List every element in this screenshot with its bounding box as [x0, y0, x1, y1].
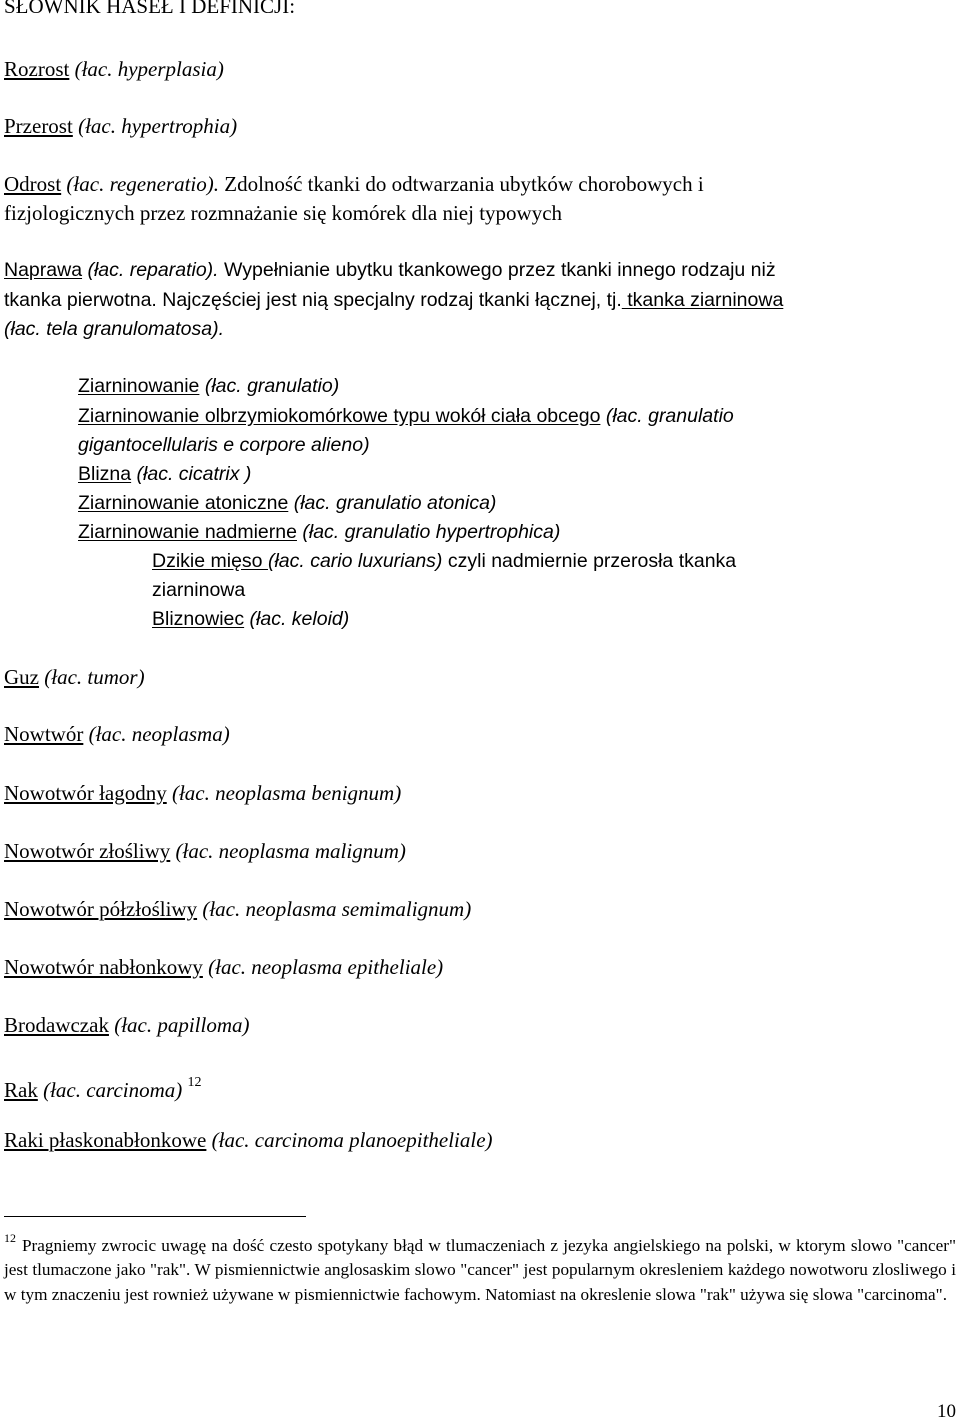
term-dzikie-mieso[interactable]: Dzikie mięso: [152, 550, 268, 572]
def-odrost-2: fizjologicznych przez rozmnażanie się komórek dla niej typowych: [4, 201, 563, 225]
entry-ziarninowanie: [78, 372, 339, 401]
footnote-ref-12[interactable]: 12: [187, 1075, 202, 1090]
term-nowtwor[interactable]: Nowtwór: [4, 722, 84, 746]
term-nowotwor-zlosliwy[interactable]: Nowotwór złośliwy: [4, 839, 171, 863]
term-raki-plaskonablonkowe[interactable]: Raki płaskonabłonkowe: [4, 1128, 207, 1152]
term-ziarninowanie-nadmierne[interactable]: Ziarninowanie nadmierne: [78, 521, 297, 543]
latin-guz: (łac. tumor): [39, 665, 145, 689]
latin-naprawa: (łac. reparatio).: [82, 259, 219, 281]
term-nowotwor-lagodny[interactable]: Nowotwór łagodny: [4, 781, 167, 805]
term-ziarninowanie[interactable]: Ziarninowanie: [78, 375, 200, 397]
page-number: 10: [937, 1401, 956, 1422]
latin-raki-plaskonablonkowe: (łac. carcinoma planoepitheliale): [206, 1128, 493, 1152]
latin-przerost: (łac. hypertrophia): [78, 114, 238, 138]
latin-nowotwor-polzlosliwy: (łac. neoplasma semimalignum): [197, 897, 472, 921]
latin-ziarninowanie-nadmierne: (łac. granulatio hypertrophica): [296, 521, 561, 543]
def-naprawa-1: Wypełnianie ubytku tkankowego przez tkanki innego rodzaju niż: [218, 259, 776, 281]
latin-ziarninowanie-olbrzym-2: gigantocellularis e corpore alieno): [78, 434, 370, 456]
entry-nowotwor-zlosliwy: [4, 837, 406, 866]
entry-raki-plaskonablonkowe: [4, 1126, 493, 1155]
latin-ziarninowanie: (łac. granulatio): [199, 375, 340, 397]
latin-blizna: (łac. cicatrix ): [131, 463, 252, 485]
term-guz[interactable]: Guz: [4, 665, 39, 689]
latin-bliznowiec: (łac. keloid): [244, 608, 350, 630]
def-naprawa-2-line: [4, 286, 783, 315]
term-ziarninowanie-olbrzym[interactable]: Ziarninowanie olbrzymiokomórkowe typu wokół ciała obcego: [78, 405, 601, 427]
entry-nowotwor-polzlosliwy: [4, 895, 471, 924]
term-nowotwor-polzlosliwy[interactable]: Nowotwór półzłośliwy: [4, 897, 198, 921]
entry-guz: [4, 663, 145, 692]
latin-rak: (łac. carcinoma): [37, 1078, 188, 1102]
latin-nowotwor-zlosliwy: (łac. neoplasma malignum): [170, 839, 406, 863]
entry-rozrost: [4, 55, 224, 84]
latin-ziarninowanie-olbrzym-1: (łac. granulatio: [600, 405, 734, 427]
term-odrost[interactable]: Odrost: [4, 172, 62, 196]
latin-nowotwor-lagodny: (łac. neoplasma benignum): [166, 781, 402, 805]
entry-ziarninowanie-olbrzym: [78, 402, 734, 431]
term-bliznowiec[interactable]: Bliznowiec: [152, 608, 245, 630]
term-przerost[interactable]: Przerost: [4, 114, 73, 138]
def-odrost-1: Zdolność tkanki do odtwarzania ubytków chorobowych i: [219, 172, 704, 196]
entry-ziarninowanie-nadmierne: [78, 518, 560, 547]
def-naprawa-3: (łac. tela granulomatosa).: [4, 318, 225, 340]
entry-przerost: [4, 112, 237, 141]
entry-brodawczak: [4, 1011, 250, 1040]
entry-dzikie-mieso: [152, 547, 736, 576]
footnote-text: Pragniemy zwrocic uwagę na dość czesto spotykany błąd w tlumaczeniach z jezyka angielskiego na polski, w ktorym slowo "cancer" jest tlumaczone jako "rak". W pismiennictwie anglosaskim slowo "cancer" jest popularnym okresleniem każdego nowotworu zlosliwego i w tym znaczeniu jest rownież używane w pismiennictwie fachowym. Natomiast na okreslenie slowa "rak" używa się slowa "carcinoma".: [4, 1236, 956, 1304]
entry-ziarninowanie-atoniczne: [78, 489, 496, 518]
latin-rozrost: (łac. hyperplasia): [74, 57, 224, 81]
entry-nowtwor: [4, 720, 230, 749]
footnote-divider: [4, 1216, 306, 1217]
latin-dzikie-mieso: (łac. cario luxurians): [267, 550, 443, 572]
page-heading: SŁOWNIK HASEŁ I DEFINICJI:: [4, 0, 296, 18]
term-ziarninowanie-atoniczne[interactable]: Ziarninowanie atoniczne: [78, 492, 289, 514]
latin-brodawczak: (łac. papilloma): [108, 1013, 250, 1037]
footnote-marker: 12: [4, 1231, 16, 1245]
def-dzikie-mieso-1: czyli nadmiernie przerosła tkanka: [442, 550, 737, 572]
entry-naprawa: [4, 256, 776, 285]
entry-nowotwor-lagodny: [4, 779, 401, 808]
latin-ziarninowanie-atoniczne: (łac. granulatio atonica): [288, 492, 497, 514]
link-tkanka-ziarninowa[interactable]: tkanka ziarninowa: [621, 289, 784, 311]
latin-odrost: (łac. regeneratio).: [66, 172, 220, 196]
entry-blizna: [78, 460, 251, 489]
term-blizna[interactable]: Blizna: [78, 463, 132, 485]
latin-nowotwor-nablonkowy: (łac. neoplasma epitheliale): [202, 955, 444, 979]
def-naprawa-2: tkanka pierwotna. Najczęściej jest nią specjalny rodzaj tkanki łącznej, tj.: [4, 289, 622, 311]
term-nowotwor-nablonkowy[interactable]: Nowotwór nabłonkowy: [4, 955, 203, 979]
term-rozrost[interactable]: Rozrost: [4, 57, 70, 81]
term-brodawczak[interactable]: Brodawczak: [4, 1013, 109, 1037]
entry-odrost: [4, 170, 704, 199]
def-dzikie-mieso-2: ziarninowa: [152, 579, 246, 601]
footnote: [4, 1226, 956, 1307]
entry-bliznowiec: [152, 605, 349, 634]
entry-nowotwor-nablonkowy: [4, 953, 443, 982]
term-naprawa[interactable]: Naprawa: [4, 259, 83, 281]
latin-nowtwor: (łac. neoplasma): [83, 722, 230, 746]
term-rak[interactable]: Rak: [4, 1078, 38, 1102]
entry-rak: [4, 1068, 202, 1105]
